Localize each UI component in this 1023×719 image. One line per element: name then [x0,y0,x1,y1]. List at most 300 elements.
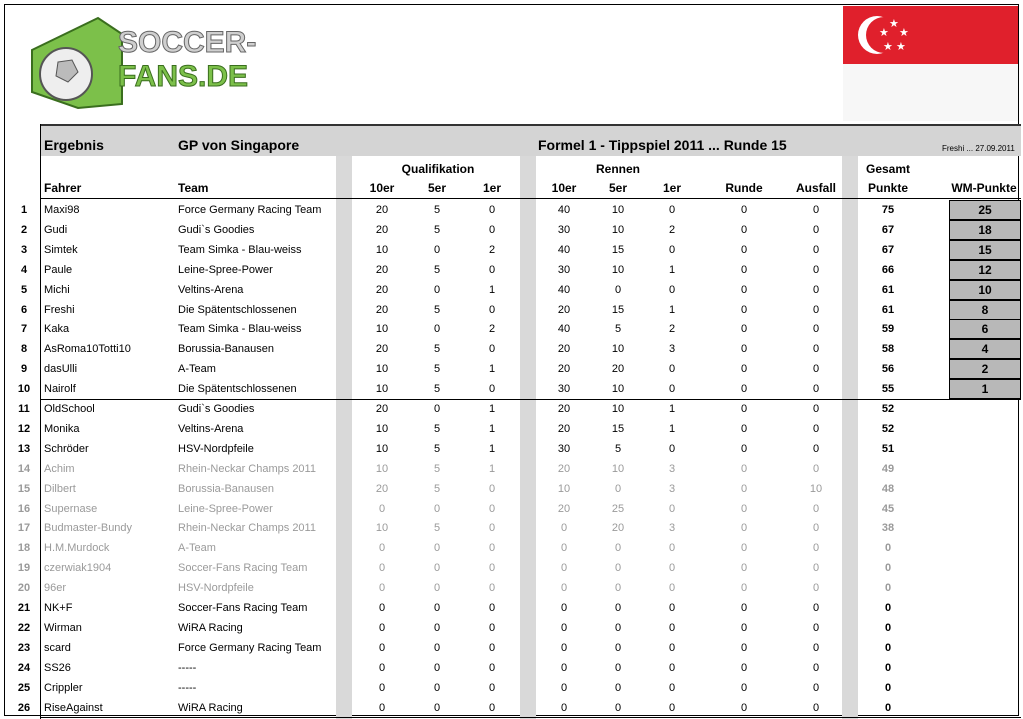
table-row [14,698,1020,718]
cell-team: Borussia-Banausen [178,343,275,356]
cell-r10: 40 [557,243,571,256]
cell-r1: 0 [668,701,676,714]
cell-q5: 0 [433,641,441,654]
logo-line2: FANS.DE [118,60,249,93]
cell-runde: 0 [740,641,748,654]
table-row [14,638,1020,658]
cell-fahrer: Michi [44,283,70,296]
rank-number: 23 [17,641,31,654]
rank-number: 13 [17,442,31,455]
cell-r10: 20 [557,303,571,316]
cell-ausfall: 0 [812,701,820,714]
rank-number: 17 [17,522,31,535]
cell-r1: 0 [668,363,676,376]
title-bar [40,124,1021,156]
cell-r10: 30 [557,263,571,276]
cell-q10: 0 [378,701,386,714]
cell-r1: 0 [668,502,676,515]
cell-punkte: 52 [881,422,895,435]
table-row [14,578,1020,598]
cell-q5: 5 [433,462,441,475]
cell-q1: 2 [488,323,496,336]
cell-q10: 0 [378,621,386,634]
cell-punkte: 67 [881,223,895,236]
rank-number: 7 [20,323,28,336]
rank-number: 4 [20,263,28,276]
cell-r5: 0 [614,681,622,694]
cell-q1: 0 [488,582,496,595]
cell-team: Veltins-Arena [178,283,244,296]
cell-q10: 20 [375,303,389,316]
rank-number: 25 [17,681,31,694]
cell-runde: 0 [740,522,748,535]
cell-fahrer: Monika [44,422,80,435]
cell-q1: 0 [488,303,496,316]
cell-r10: 20 [557,502,571,515]
table-row [14,280,1020,300]
cell-team: Force Germany Racing Team [178,204,322,216]
cell-runde: 0 [740,343,748,356]
cell-q1: 0 [488,661,496,674]
cell-punkte: 51 [881,442,895,455]
col-r5: 5er [608,181,628,195]
cell-ausfall: 0 [812,243,820,256]
cell-punkte: 0 [884,542,892,555]
cell-runde: 0 [740,204,748,216]
cell-fahrer: Kaka [44,323,70,336]
cell-r10: 0 [560,681,568,694]
cell-ausfall: 0 [812,562,820,575]
cell-q10: 10 [375,422,389,435]
cell-q1: 0 [488,542,496,555]
cell-r10: 0 [560,582,568,595]
cell-r5: 0 [614,602,622,614]
cell-runde: 0 [740,383,748,396]
cell-ausfall: 0 [812,283,820,296]
cell-fahrer: Budmaster-Bundy [44,522,133,535]
cell-team: Die Spätentschlossenen [178,303,297,316]
cell-ausfall: 0 [812,522,820,535]
cell-ausfall: 0 [812,303,820,316]
cell-q5: 0 [433,403,441,415]
cell-r5: 10 [611,462,625,475]
table-row [14,518,1020,538]
cell-q1: 1 [488,422,496,435]
col-wm: WM-Punkte [951,181,1017,195]
cell-q1: 0 [488,621,496,634]
col-q1: 1er [482,181,502,195]
cell-r5: 15 [611,422,625,435]
cell-r1: 3 [668,343,676,356]
cell-team: Rhein-Neckar Champs 2011 [178,522,316,535]
cell-ausfall: 0 [812,462,820,475]
table-row [14,558,1020,578]
cell-punkte: 0 [884,661,892,674]
table-row [14,459,1020,479]
table-row [14,260,1020,280]
rank-number: 12 [17,422,31,435]
header-rule [40,198,1021,199]
cell-team: Gudi`s Goodies [178,223,255,236]
cell-q10: 10 [375,243,389,256]
cell-q1: 1 [488,363,496,376]
table-row [14,658,1020,678]
author-date: Freshi ... 27.09.2011 [942,144,1015,153]
group-rennen: Rennen [595,162,640,176]
group-gesamt: Gesamt [865,162,911,176]
cell-punkte: 48 [881,482,895,495]
cell-fahrer: 96er [44,582,67,595]
cell-q5: 0 [433,562,441,575]
cell-r10: 0 [560,602,568,614]
cell-ausfall: 0 [812,681,820,694]
table-row [14,379,1020,399]
cell-q5: 0 [433,283,441,296]
col-r10: 10er [551,181,577,195]
cell-ausfall: 0 [812,263,820,276]
cell-q10: 20 [375,403,389,415]
cell-r5: 0 [614,641,622,654]
cell-r5: 0 [614,482,622,495]
cell-runde: 0 [740,621,748,634]
cell-team: Team Simka - Blau-weiss [178,243,302,256]
cell-ausfall: 0 [812,383,820,396]
ergebnis-label: Ergebnis [44,137,104,153]
cell-q10: 0 [378,542,386,555]
cell-q10: 20 [375,263,389,276]
cell-r1: 3 [668,482,676,495]
cell-fahrer: H.M.Murdock [44,542,110,555]
cell-r5: 5 [614,323,622,336]
col-r1: 1er [662,181,682,195]
cell-q10: 20 [375,482,389,495]
rank-number: 8 [20,343,28,356]
cell-r5: 0 [614,661,622,674]
cell-r1: 0 [668,442,676,455]
cell-r1: 0 [668,602,676,614]
cell-r5: 0 [614,582,622,595]
cell-r1: 3 [668,462,676,475]
col-fahrer: Fahrer [44,181,82,195]
cell-r1: 0 [668,243,676,256]
cell-punkte: 61 [881,303,895,316]
cell-r10: 40 [557,323,571,336]
cell-r5: 10 [611,343,625,356]
cell-punkte: 0 [884,641,892,654]
cell-team: Die Spätentschlossenen [178,383,297,396]
cell-r5: 15 [611,303,625,316]
cell-q5: 5 [433,263,441,276]
cell-runde: 0 [740,482,748,495]
cell-runde: 0 [740,263,748,276]
cell-r5: 10 [611,204,625,216]
cell-q1: 0 [488,701,496,714]
col-team: Team [178,181,209,195]
cell-punkte: 0 [884,621,892,634]
cell-punkte: 49 [881,462,895,475]
cell-ausfall: 0 [812,204,820,216]
cell-fahrer: Maxi98 [44,204,80,216]
cell-q1: 0 [488,502,496,515]
cell-r10: 10 [557,482,571,495]
table-row [14,419,1020,439]
svg-text:★: ★ [889,17,899,30]
cell-runde: 0 [740,323,748,336]
cell-r10: 30 [557,442,571,455]
cell-r1: 1 [668,422,676,435]
cell-q1: 2 [488,243,496,256]
gp-label: GP von Singapore [178,137,300,153]
cell-fahrer: Wirman [44,621,82,634]
cell-q5: 0 [433,661,441,674]
wm-points-cell: 8 [949,300,1021,320]
table-row [14,240,1020,260]
cell-q10: 20 [375,343,389,356]
rank-number: 24 [17,661,31,674]
cell-q10: 0 [378,681,386,694]
cell-q10: 0 [378,661,386,674]
cell-ausfall: 0 [812,363,820,376]
cell-r1: 1 [668,303,676,316]
cell-team: Team Simka - Blau-weiss [178,323,302,336]
cell-fahrer: OldSchool [44,403,95,415]
cell-q5: 5 [433,343,441,356]
cell-fahrer: Achim [44,462,75,475]
rank-number: 6 [20,303,28,316]
cell-team: HSV-Nordpfeile [178,582,254,595]
table-row [14,479,1020,499]
cell-q1: 0 [488,522,496,535]
cell-r5: 5 [614,442,622,455]
cell-fahrer: dasUlli [44,363,78,376]
cell-q5: 0 [433,502,441,515]
cell-punkte: 0 [884,681,892,694]
cell-runde: 0 [740,363,748,376]
cell-team: Soccer-Fans Racing Team [178,602,308,614]
cell-r10: 20 [557,363,571,376]
rank-number: 18 [17,542,31,555]
cell-ausfall: 0 [812,442,820,455]
cell-fahrer: Simtek [44,243,78,256]
table-row [14,300,1020,320]
cell-q5: 0 [433,701,441,714]
cell-r10: 20 [557,422,571,435]
cell-q5: 5 [433,223,441,236]
cell-q1: 0 [488,681,496,694]
cell-team: A-Team [178,363,216,376]
cell-q10: 0 [378,562,386,575]
cell-team: Force Germany Racing Team [178,641,322,654]
cell-q5: 0 [433,323,441,336]
rank-number: 26 [17,701,31,714]
wm-points-cell: 18 [949,220,1021,240]
cell-r10: 0 [560,542,568,555]
cell-q10: 0 [378,582,386,595]
table-row [14,200,1020,220]
cell-r1: 0 [668,582,676,595]
table-row [14,359,1020,379]
cell-punkte: 38 [881,522,895,535]
table-row [14,499,1020,519]
cell-r1: 0 [668,681,676,694]
cell-punkte: 52 [881,403,895,415]
wm-points-cell: 6 [949,319,1021,339]
cell-q1: 0 [488,641,496,654]
cell-punkte: 0 [884,582,892,595]
round-title: Formel 1 - Tippspiel 2011 ... Runde 15 [538,137,787,153]
cell-fahrer: Nairolf [44,383,76,396]
cell-r5: 0 [614,542,622,555]
svg-text:★: ★ [899,26,909,39]
cell-punkte: 45 [881,502,895,515]
rank-number: 16 [17,502,31,515]
cell-q5: 0 [433,602,441,614]
cell-r10: 0 [560,621,568,634]
cell-ausfall: 0 [812,542,820,555]
cell-runde: 0 [740,681,748,694]
svg-text:★: ★ [883,40,893,53]
singapore-flag-icon [843,6,1018,121]
rank-number: 5 [20,283,28,296]
rank-number: 1 [20,204,28,216]
col-runde: Runde [725,181,763,195]
rank-number: 14 [17,462,31,475]
cell-q5: 0 [433,542,441,555]
cell-q10: 20 [375,223,389,236]
cell-fahrer: Schröder [44,442,89,455]
cell-ausfall: 0 [812,223,820,236]
cell-q1: 1 [488,462,496,475]
cell-punkte: 66 [881,263,895,276]
wm-points-cell: 2 [949,359,1021,379]
cell-ausfall: 0 [812,661,820,674]
cell-q1: 0 [488,223,496,236]
cell-r10: 20 [557,343,571,356]
cell-q10: 10 [375,383,389,396]
soccer-fans-logo [18,12,278,112]
wm-points-cell: 1 [949,379,1021,399]
cell-r5: 0 [614,621,622,634]
cell-team: WiRA Racing [178,701,243,714]
cell-punkte: 75 [881,204,895,216]
cell-r5: 15 [611,243,625,256]
table-row [14,339,1020,359]
col-q10: 10er [369,181,395,195]
cell-runde: 0 [740,283,748,296]
rank-number: 21 [17,602,31,614]
cell-q5: 0 [433,582,441,595]
cell-team: A-Team [178,542,216,555]
cell-r1: 1 [668,263,676,276]
cell-r10: 30 [557,223,571,236]
cell-team: ----- [178,661,197,674]
cell-r1: 2 [668,223,676,236]
cell-runde: 0 [740,462,748,475]
table-row [14,678,1020,698]
wm-points-cell: 15 [949,240,1021,260]
cell-ausfall: 0 [812,403,820,415]
cell-q10: 20 [375,204,389,216]
cell-q5: 5 [433,383,441,396]
cell-r5: 10 [611,403,625,415]
cell-r5: 10 [611,383,625,396]
logo-line1: SOCCER- [118,26,257,59]
cell-q10: 0 [378,602,386,614]
cell-r10: 40 [557,283,571,296]
cell-runde: 0 [740,542,748,555]
cell-punkte: 0 [884,562,892,575]
rank-number: 19 [17,562,31,575]
cell-q10: 20 [375,283,389,296]
rank-number: 20 [17,582,31,595]
col-punkte: Punkte [867,181,908,195]
group-quali: Qualifikation [401,162,475,176]
cell-runde: 0 [740,243,748,256]
cell-q5: 5 [433,522,441,535]
cell-r1: 0 [668,542,676,555]
cell-q5: 5 [433,422,441,435]
col-q5: 5er [427,181,447,195]
cell-q1: 0 [488,204,496,216]
cell-runde: 0 [740,602,748,614]
cell-q1: 0 [488,602,496,614]
cell-r1: 0 [668,204,676,216]
cell-r1: 3 [668,522,676,535]
cell-q5: 5 [433,363,441,376]
cell-runde: 0 [740,701,748,714]
cell-team: Leine-Spree-Power [178,502,273,515]
cell-ausfall: 10 [809,482,823,495]
cell-team: HSV-Nordpfeile [178,442,254,455]
cell-team: Gudi`s Goodies [178,403,255,415]
cell-team: Veltins-Arena [178,422,244,435]
cell-runde: 0 [740,303,748,316]
cell-q1: 1 [488,442,496,455]
cell-q10: 0 [378,502,386,515]
wm-points-cell: 25 [949,200,1021,220]
rank-number: 2 [20,223,28,236]
wm-points-cell: 12 [949,260,1021,280]
cell-punkte: 67 [881,243,895,256]
cell-q1: 1 [488,403,496,415]
cell-punkte: 61 [881,283,895,296]
cell-punkte: 0 [884,602,892,614]
table-row [14,399,1020,419]
cell-team: WiRA Racing [178,621,243,634]
cell-runde: 0 [740,403,748,415]
table-row [14,439,1020,459]
cell-q5: 5 [433,303,441,316]
cell-r5: 0 [614,283,622,296]
cell-fahrer: Crippler [44,681,83,694]
cell-fahrer: Freshi [44,303,75,316]
cell-ausfall: 0 [812,323,820,336]
rank-number: 11 [18,403,30,415]
cell-punkte: 58 [881,343,895,356]
cell-fahrer: Supernase [44,502,98,515]
cell-q5: 5 [433,442,441,455]
cell-ausfall: 0 [812,343,820,356]
cell-runde: 0 [740,223,748,236]
cell-q5: 0 [433,243,441,256]
table-row [14,220,1020,240]
svg-text:★: ★ [896,40,906,53]
cell-punkte: 0 [884,701,892,714]
cell-r1: 0 [668,562,676,575]
cell-team: Borussia-Banausen [178,482,275,495]
cell-runde: 0 [740,582,748,595]
cell-q5: 0 [433,681,441,694]
